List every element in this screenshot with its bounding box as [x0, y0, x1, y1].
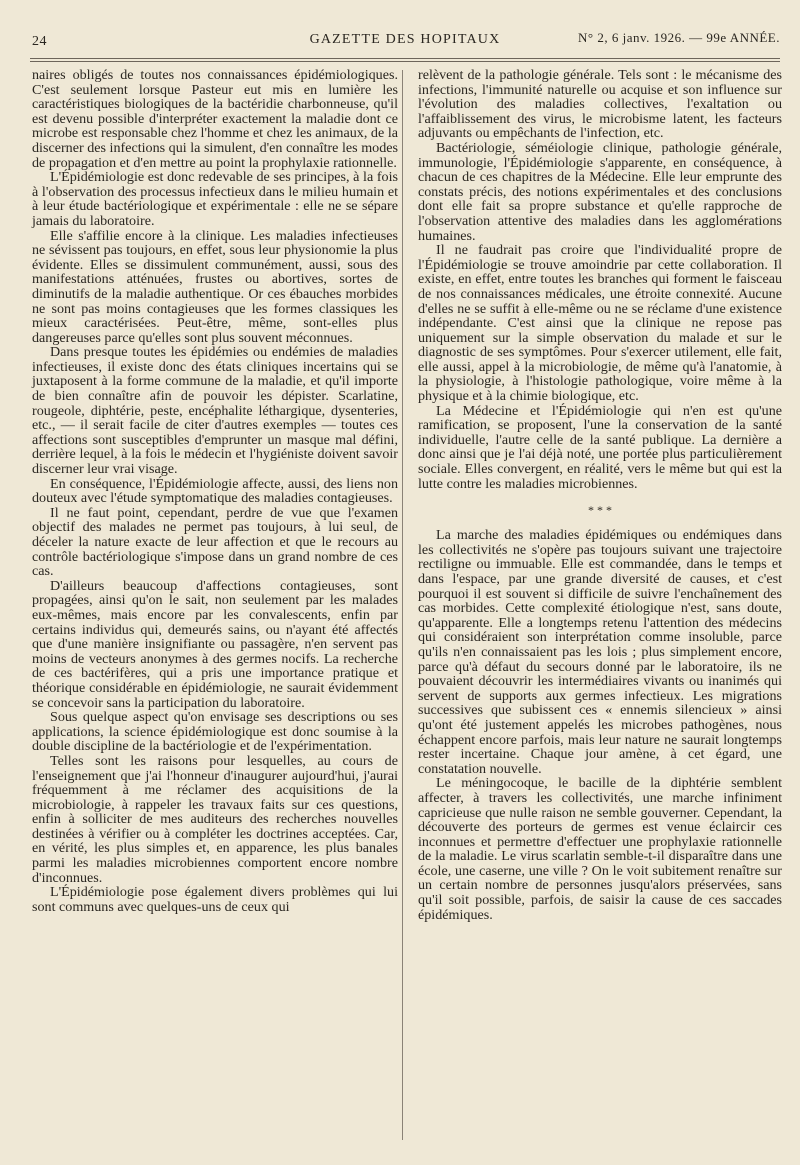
paragraph: Il ne faudrait pas croire que l'individualité propre de l'Épidémiologie se trouve amoindrie par cette collaboration. Il existe, en effet, entre toutes les branches qui forment le faisceau de nos connaissances médicales, une étroite connexité. Aucune d'elles ne se suffit à elle-même ou ne se réclame d'une existence indépendante. C'est ainsi que la clinique ne repose pas uniquement sur la simple observation du malade et sur le diagnostic de ses symptômes. Pour s'exercer utilement, elle fait, elle aussi, appel à la microbiologie, de même qu'à l'anatomie, à la physiologie, à l'histologie pathologique, voire même à la physique et à la chimie biologique, etc.	[418, 242, 782, 405]
paragraph: Telles sont les raisons pour lesquelles, au cours de l'enseignement que j'ai l'honneur d'inaugurer aujourd'hui, j'aurai fréquemment à me réclamer des acquisitions de la microbiologie, à rappeler les travaux faits sur ces questions, enfin à solliciter de mes auditeurs des recherches nouvelles destinées à vérifier ou à compléter les doctrines acceptées. Car, en vérité, les plus simples et, en apparence, les plus banales parmi les maladies microbiennes comportent encore nombre d'inconnues.	[32, 752, 398, 886]
journal-title: GAZETTE DES HOPITAUX	[309, 32, 501, 47]
paragraph: L'Épidémiologie pose également divers problèmes qui lui sont communs avec quelques-uns de ceux qui	[32, 884, 398, 915]
paragraph: En conséquence, l'Épidémiologie affecte, aussi, des liens non douteux avec l'étude symptomatique des maladies contagieuses.	[32, 475, 398, 507]
column-divider	[402, 70, 403, 1140]
header-rule	[30, 58, 780, 59]
paragraph: relèvent de la pathologie générale. Tels sont : le mécanisme des infections, l'immunité naturelle ou acquise et son influence sur l'évolution des maladies collectives, l'exaltation ou l'affaiblissement des virus, le microbisme latent, les facteurs adjuvants ou empêchants de l'infection, etc.	[418, 67, 782, 142]
paragraph: Dans presque toutes les épidémies ou endémies de maladies infectieuses, il existe donc des états cliniques incertains qui se juxtaposent à la forme commune de la maladie, et qu'il importe de bien connaître afin de pouvoir les dépister. Scarlatine, rougeole, diphtérie, peste, encéphalite léthargique, dysenteries, etc., — il serait facile de citer d'autres exemples — toutes ces affections sont susceptibles d'emprunter un masque mal défini, derrière lequel, à la fois le médecin et l'hygiéniste doivent savoir discerner leur vrai visage.	[32, 344, 398, 478]
paragraph: Il ne faut point, cependant, perdre de vue que l'examen objectif des malades ne permet pas toujours, à lui seul, de déceler la nature exacte de leur affection et que le recours au contrôle bactériologique s'impose dans un grand nombre de ces cas.	[32, 504, 398, 580]
paragraph: D'ailleurs beaucoup d'affections contagieuses, sont propagées, ainsi qu'on le sait, non seulement par les malades eux-mêmes, mais encore par les convalescents, enfin par certains individus qui, demeurés sains, ou n'ayant été affectés que d'une manière insignifiante ou passagère, n'en servent pas moins de vecteurs anonymes à des germes nocifs. La recherche de ces bactérifères, qui a pris une importance pratique et théorique considérable en épidémiologie, ne saurait évidemment se concevoir sans la participation du laboratoire.	[32, 577, 398, 711]
paragraph: La marche des maladies épidémiques ou endémiques dans les collectivités ne s'opère pas toujours suivant une trajectoire rectiligne ou immuable. Elle est commandée, dans le temps et dans l'espace, par une grande diversité de causes, et c'est pourquoi il est souvent si difficile de suivre l'enchaînement des cas morbides. Cette complexité étiologique n'est, sans doute, qu'apparente. Elle a longtemps retenu l'attention des médecins qui considéraient son interprétation comme insoluble, parce qu'ils n'en connaissaient pas les lois ; plus simplement encore, parce qu'à défaut du secours donné par le laboratoire, ils ne pouvaient découvrir les intermédiaires vivants ou inanimés qui servent de supports aux germes infectieux. Les migrations successives que subissent ces « ennemis silencieux » ainsi qu'ont été justement appelés les microbes pathogènes, nous échappent encore parfois, mais leur nature ne saurait longtemps rester incertaine. Chaque jour amène, à cet égard, une constatation nouvelle.	[418, 527, 782, 777]
issue-info: N° 2, 6 janv. 1926. — 99e ANNÉE.	[578, 30, 780, 45]
running-header	[30, 26, 780, 50]
paragraph: Le méningocoque, le bacille de la diphtérie semblent affecter, à travers les collectivités, une marche infiniment capricieuse que nulle raison ne semble gouverner. Cependant, la découverte des porteurs de germes est venue éclaircir ces inconnues et permettre d'effectuer une prophylaxie rationnelle de la maladie. Le virus scarlatin semble-t-il disparaître dans une école, une caserne, une ville ? On le voit subitement renaître sur un certain nombre de personnes jusqu'alors préservées, sans qu'il soit possible, parfois, de saisir la cause de ces saccades épidémiques.	[418, 775, 782, 923]
paragraph: L'Épidémiologie est donc redevable de ses principes, à la fois à l'observation des processus infectieux dans le milieu humain et à leur étude bactériologique et expérimentale : elle ne se sépare jamais du laboratoire.	[32, 169, 398, 229]
paragraph: La Médecine et l'Épidémiologie qui n'en est qu'une ramification, se proposent, l'une la conservation de la santé individuelle, l'autre celle de la santé publique. La dernière a donc ainsi que je l'ai déjà noté, une portée plus particulièrement sociale. Elles convergent, en réalité, vers le même but qui est la lutte contre les maladies microbiennes.	[418, 402, 782, 492]
paragraph: naires obligés de toutes nos connaissances épidémiologiques. C'est seulement lorsque Pasteur eut mis en lumière les caractéristiques biologiques de la bactéridie charbonneuse, qu'il est devenu possible d'interpréter exactement la maladie dont ce microbe est responsable chez l'homme et chez les animaux, de la discerner des infections qui la simulent, d'en connaître les modes de propagation et d'en mettre au point la prophylaxie rationnelle.	[32, 67, 398, 171]
paragraph: Elle s'affilie encore à la clinique. Les maladies infectieuses ne sévissent pas toujours, en effet, sous leur physionomie la plus évidente. Elles se dissimulent communément, aussi, sous des manifestations atténuées, frustes ou abortives, sortes de diminutifs de la maladie authentique. Or ces ébauches morbides ne sont pas moins contagieuses que les formes classiques les mieux caractérisées. Peut-être, même, sont-elles plus dangereuses parce qu'elles sont plus souvent méconnues.	[32, 227, 398, 346]
header-rule	[30, 61, 780, 62]
section-separator: * * *	[588, 503, 612, 518]
paragraph: Bactériologie, séméiologie clinique, pathologie générale, immunologie, l'Épidémiologie s'apparente, en conséquence, à chacun de ces chapitres de la Médecine. Elle leur emprunte des constats précis, des notions expérimentales et des conclusions dont elle fait sa propre substance et qu'elle rapproche de l'observation attentive des maladies dans les agglomérations humaines.	[418, 139, 782, 244]
right-column	[418, 68, 782, 922]
paragraph: Sous quelque aspect qu'on envisage ses descriptions ou ses applications, la science épidémiologique est donc soumise à la double discipline de la bactériologie et de l'expérimentation.	[32, 709, 398, 755]
left-column	[32, 68, 398, 914]
page-number: 24	[32, 34, 47, 49]
